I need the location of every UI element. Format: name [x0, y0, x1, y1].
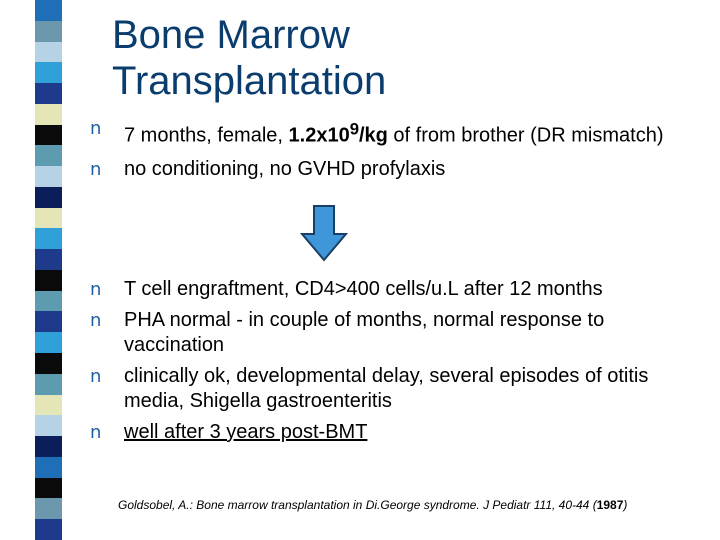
- strip-block: [35, 208, 62, 229]
- strip-block: [35, 353, 62, 374]
- list-item: [90, 308, 690, 358]
- strip-block: [35, 395, 62, 416]
- list-item: [90, 364, 690, 414]
- title-line-1: Bone Marrow: [112, 13, 350, 57]
- strip-block: [35, 83, 62, 104]
- strip-block: [35, 228, 62, 249]
- square-bullet-icon: n: [90, 279, 102, 300]
- strip-block: [35, 187, 62, 208]
- bullet-text: no conditioning, no GVHD profylaxis: [124, 157, 446, 180]
- strip-block: [35, 270, 62, 291]
- square-bullet-icon: n: [90, 118, 102, 139]
- dose-unit: /kg: [358, 124, 388, 147]
- decorative-side-strip: [35, 0, 62, 540]
- bullet-text-suffix: of from brother (DR mismatch): [387, 124, 664, 147]
- dose-value: 1.2x10: [288, 124, 350, 147]
- bullet-text: clinically ok, developmental delay, several episodes of otitis media, Shigella gastroenteritis: [124, 365, 649, 412]
- strip-block: [35, 62, 62, 83]
- square-bullet-icon: n: [90, 310, 102, 331]
- citation-text: Goldsobel, A.: Bone marrow transplantation in Di.George syndrome. J Pediatr 111, 40-44 (: [118, 498, 597, 512]
- list-item: [90, 420, 690, 445]
- patient-details-list: [90, 116, 690, 190]
- citation-year: 1987: [596, 498, 624, 512]
- strip-block: [35, 374, 62, 395]
- citation: [118, 497, 627, 513]
- strip-block: [35, 125, 62, 146]
- slide-title: [112, 12, 386, 104]
- list-item: [90, 116, 690, 149]
- down-arrow-icon: [300, 204, 348, 262]
- strip-block: [35, 332, 62, 353]
- strip-block: [35, 21, 62, 42]
- strip-block: [35, 519, 62, 540]
- list-item: [90, 277, 690, 302]
- outcome-list: [90, 277, 690, 451]
- strip-block: [35, 436, 62, 457]
- strip-block: [35, 415, 62, 436]
- strip-block: [35, 457, 62, 478]
- strip-block: [35, 104, 62, 125]
- square-bullet-icon: n: [90, 422, 102, 443]
- title-line-2: Transplantation: [112, 59, 387, 103]
- bullet-text: PHA normal - in couple of months, normal response to vaccination: [124, 309, 605, 356]
- strip-block: [35, 145, 62, 166]
- citation-close: ): [623, 498, 628, 512]
- strip-block: [35, 0, 62, 21]
- dose-exponent: 9: [349, 119, 359, 138]
- strip-block: [35, 478, 62, 499]
- strip-block: [35, 166, 62, 187]
- strip-block: [35, 42, 62, 63]
- bullet-text: T cell engraftment, CD4>400 cells/u.L after 12 months: [124, 278, 603, 300]
- strip-block: [35, 498, 62, 519]
- strip-block: [35, 291, 62, 312]
- bullet-text-prefix: 7 months, female,: [124, 124, 289, 147]
- bullet-text: well after 3 years post-BMT: [124, 421, 368, 443]
- bullet-text: [124, 119, 664, 147]
- square-bullet-icon: n: [90, 366, 102, 387]
- square-bullet-icon: n: [90, 158, 102, 180]
- strip-block: [35, 249, 62, 270]
- strip-block: [35, 311, 62, 332]
- list-item: [90, 157, 690, 182]
